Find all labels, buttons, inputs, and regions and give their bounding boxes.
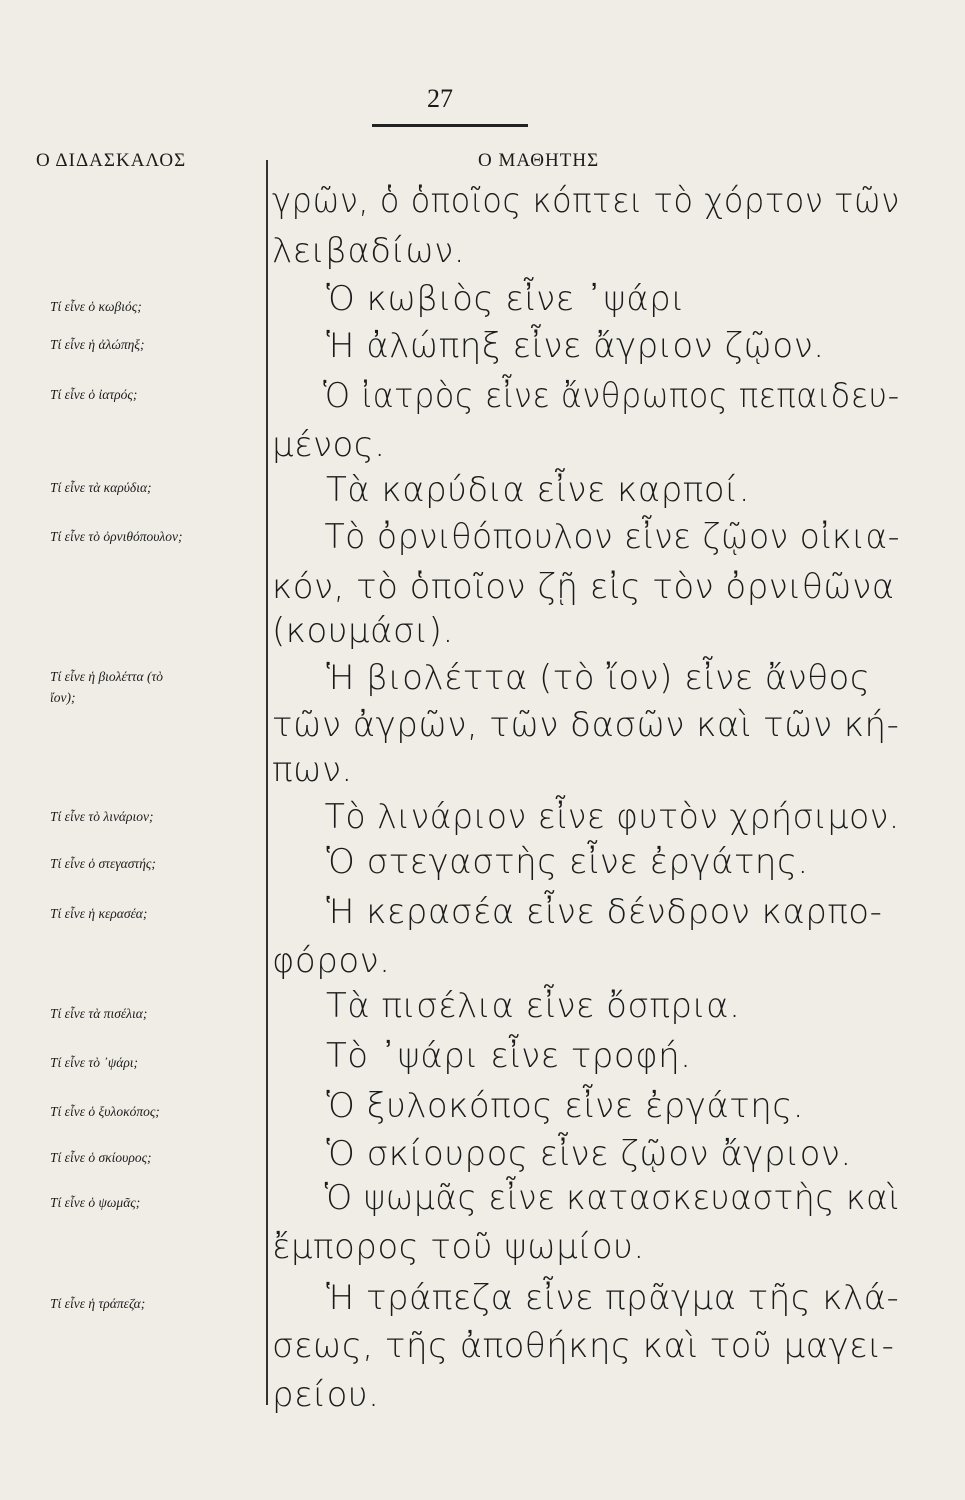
question-stegastis: Τί εἶνε ὁ στεγαστής; xyxy=(50,856,156,871)
question-kerasea: Τί εἶνε ἡ κερασέα; xyxy=(50,906,148,921)
answer-line: μένος. xyxy=(272,425,386,465)
question-linarion: Τί εἶνε τὸ λινάριον; xyxy=(50,809,154,824)
answer-line: (κουμάσι). xyxy=(272,611,454,651)
answer-line: ρείου. xyxy=(272,1375,380,1415)
answer-line: Ὁ ξυλοκόπος εἶνε ἐργάτης. xyxy=(326,1086,805,1126)
answer-line: τῶν ἀγρῶν, τῶν δασῶν καὶ τῶν κή- xyxy=(272,705,900,745)
column-divider xyxy=(266,160,268,1405)
answer-line: σεως, τῆς ἀποθήκης καὶ τοῦ μαγει- xyxy=(272,1326,895,1366)
answer-line: Ἡ τράπεζα εἶνε πρᾶγμα τῆς κλά- xyxy=(325,1278,900,1318)
answer-line: Ἡ βιολέττα (τὸ ἴον) εἶνε ἄνθος xyxy=(326,658,871,698)
answer-line: Τὰ πισέλια εἶνε ὄσπρια. xyxy=(326,986,741,1026)
question-ornithopoulon: Τί εἶνε τὸ ὀρνιθόπουλον; xyxy=(50,529,183,544)
answer-line: Ὁ στεγαστὴς εἶνε ἐργάτης. xyxy=(326,842,809,882)
question-karydia: Τί εἶνε τὰ καρύδια; xyxy=(50,480,152,495)
page-number: 27 xyxy=(427,84,453,113)
question-kobios: Τί εἶνε ὁ κωβιός; xyxy=(50,299,142,314)
answer-line: Ἡ ἀλώπηξ εἶνε ἄγριον ζῷον. xyxy=(326,326,825,366)
answer-line: Ἡ κερασέα εἶνε δένδρον καρπο- xyxy=(326,892,883,932)
answer-line: Τὸ ᾿ψάρι εἶνε τροφή. xyxy=(326,1036,692,1076)
answer-line: ἔμπορος τοῦ ψωμίου. xyxy=(272,1227,645,1267)
page-number-rule xyxy=(372,124,528,127)
question-skiouros: Τί εἶνε ὁ σκίουρος; xyxy=(50,1150,152,1165)
answer-line: Ὁ κωβιὸς εἶνε ᾿ψάρι xyxy=(326,279,685,319)
answer-line: κόν, τὸ ὁποῖον ζῇ εἰς τὸν ὀρνιθῶνα xyxy=(272,567,895,607)
question-psari: Τί εἶνε τὸ ᾿ψάρι; xyxy=(50,1055,139,1070)
answer-line: πων. xyxy=(272,750,353,790)
question-psomas: Τί εἶνε ὁ ψωμᾶς; xyxy=(50,1195,141,1210)
question-violetta: Τί εἶνε ἡ βιολέττα (τὸ xyxy=(50,669,164,684)
answer-line: Τὰ καρύδια εἶνε καρποί. xyxy=(326,470,751,510)
answer-line: Τὸ λινάριον εἶνε φυτὸν χρήσιμον. xyxy=(324,797,900,837)
answer-line: Ὁ σκίουρος εἶνε ζῷον ἄγριον. xyxy=(326,1134,852,1174)
answer-line: λειβαδίων. xyxy=(272,231,466,271)
question-trapeza: Τί εἶνε ἡ τράπεζα; xyxy=(50,1296,146,1311)
question-alopex: Τί εἶνε ἡ ἀλώπηξ; xyxy=(50,337,145,352)
student-column-heading: Ο ΜΑΘΗΤΗΣ xyxy=(478,150,600,171)
answer-line: γρῶν, ὁ ὁποῖος κόπτει τὸ χόρτον τῶν xyxy=(272,181,900,221)
answer-line: φόρον. xyxy=(272,941,391,981)
question-violetta-cont: ἴον); xyxy=(50,690,76,705)
answer-line: Ὁ ψωμᾶς εἶνε κατασκευαστὴς καὶ xyxy=(324,1178,900,1218)
answer-line: Ὁ ἰατρὸς εἶνε ἄνθρωπος πεπαιδευ- xyxy=(322,376,900,416)
teacher-column-heading: Ο ΔΙΔΑΣΚΑΛΟΣ xyxy=(36,150,187,171)
question-iatros: Τί εἶνε ὁ ἰατρός; xyxy=(50,387,138,402)
question-xylokopos: Τί εἶνε ὁ ξυλοκόπος; xyxy=(50,1104,160,1119)
question-piselia: Τί εἶνε τὰ πισέλια; xyxy=(50,1006,148,1021)
answer-line: Τὸ ὀρνιθόπουλον εἶνε ζῷον οἰκια- xyxy=(324,517,901,557)
